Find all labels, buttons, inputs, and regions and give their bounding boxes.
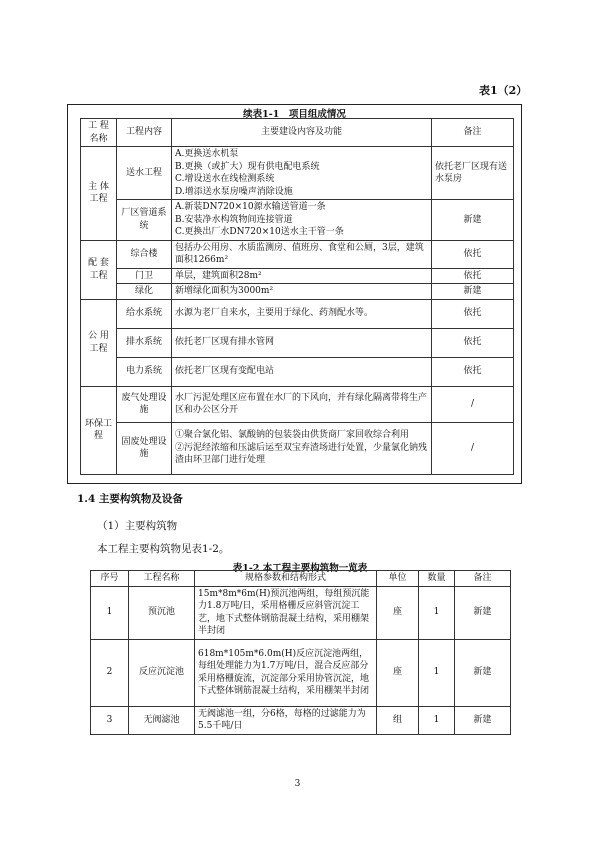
row-item: 绿化: [117, 284, 172, 300]
row-content: 包括办公用房、水质监测房、值班房、食堂和公厕，3层，建筑面积1266m²: [172, 240, 432, 268]
row-item: 排水系统: [117, 328, 172, 357]
header-function: 主要建设内容及功能: [172, 119, 432, 147]
content-line: C.增设送水在线检测系统: [175, 174, 275, 184]
row-item: 综合楼: [117, 240, 172, 268]
row-item: 固废处理设施: [117, 422, 172, 474]
row-note: 新建: [455, 706, 511, 734]
row-unit: 组: [377, 706, 419, 734]
content-line: C.更换出厂水DN720×10送水主干管一条: [175, 227, 344, 237]
row-qty: 1: [419, 706, 455, 734]
content-line: A.更换送水机泵: [175, 149, 239, 159]
intro-paragraph: 本工程主要构筑物见表1-2。: [97, 543, 230, 555]
row-unit: 座: [377, 586, 419, 639]
row-qty: 1: [419, 586, 455, 639]
row-item: 送水工程: [117, 147, 172, 200]
project-composition-table: [80, 118, 514, 475]
table2-caption: 表1-2 本工程主要构筑物一览表: [232, 563, 368, 574]
header-content: 工程内容: [117, 119, 172, 147]
row-note: 新建: [432, 200, 514, 241]
group-env: 环保工程: [81, 386, 117, 474]
structures-table: [90, 570, 511, 735]
section-heading: 1.4 主要构筑物及设备: [77, 493, 183, 505]
row-content: 新增绿化面积为3000m²: [172, 284, 432, 300]
row-content: [172, 147, 432, 200]
row-unit: 座: [377, 639, 419, 706]
group-aux: 配 套工程: [81, 240, 117, 299]
row-item: 门卫: [117, 268, 172, 284]
header-qty: 数量: [419, 571, 455, 587]
row-note: 依托: [432, 268, 514, 284]
header-no: 序号: [91, 571, 129, 587]
header-note: 备注: [455, 571, 511, 587]
row-note: 依托: [432, 328, 514, 357]
header-name: 工程名称: [129, 571, 195, 587]
row-content: 单层，建筑面积28m²: [172, 268, 432, 284]
row-content: 水源为老厂自来水，主要用于绿化、药剂配水等。: [172, 299, 432, 328]
row-content: [172, 200, 432, 241]
page-number: 3: [294, 779, 301, 789]
table-tag: 表1（2）: [479, 84, 528, 97]
row-item: 给水系统: [117, 299, 172, 328]
header-project-name: 工 程名称: [81, 119, 117, 147]
row-no: 1: [91, 586, 129, 639]
row-qty: 1: [419, 639, 455, 706]
content-line: ①聚合氯化铝、氯酸钠的包装袋由供货商厂家回收综合利用: [175, 430, 410, 441]
row-item: 电力系统: [117, 357, 172, 386]
row-content: [172, 422, 432, 474]
row-note: 新建: [432, 284, 514, 300]
row-note: /: [432, 386, 514, 422]
row-spec: 15m*8m*6m(H)预沉池两组，每组预沉能力1.8万吨/日，采用格栅反应斜管沉淀工艺，地下式整体钢筋混凝土结构，采用棚架半封闭: [195, 586, 377, 639]
row-content: 水厂污泥处理区应布置在水厂的下风向，并有绿化隔离带将生产区和办公区分开: [172, 386, 432, 422]
subheading: （1）主要构筑物: [97, 520, 178, 532]
group-main: 主 体工程: [81, 147, 117, 241]
content-line: B.安装净水构筑物间连接管道: [175, 214, 293, 225]
row-spec: 无阀滤池一组，分6格，每格的过滤能力为5.5千吨/日: [195, 706, 377, 734]
header-unit: 单位: [377, 571, 419, 587]
row-no: 3: [91, 706, 129, 734]
row-note: 依托: [432, 240, 514, 268]
row-name: 预沉池: [129, 586, 195, 639]
row-spec: 618m*105m*6.0m(H)反应沉淀池两组，每组处理能力为1.7万吨/日，混合反应部分采用格栅旋流，沉淀部分采用协管沉淀，地下式整体钢筋混凝土结构，采用棚架半封闭: [195, 639, 377, 706]
row-note: 新建: [455, 586, 511, 639]
row-note: /: [432, 422, 514, 474]
group-util: 公 用工程: [81, 299, 117, 386]
row-note: 依托: [432, 357, 514, 386]
row-content: 依托老厂区现有变配电站: [172, 357, 432, 386]
content-line: B.更换（或扩大）现有供电配电系统: [175, 161, 320, 172]
header-note: 备注: [432, 119, 514, 147]
content-line: ②污泥经浓缩和压滤后运至双宝弃渣场进行处置，少量氯化钠残渣由环卫部门进行处理: [175, 442, 428, 466]
header-spec: 规格参数和结构形式: [195, 571, 377, 587]
row-note: 依托老厂区现有送水泵房: [432, 147, 514, 200]
row-no: 2: [91, 639, 129, 706]
row-note: 依托: [432, 299, 514, 328]
row-name: 反应沉淀池: [129, 639, 195, 706]
table1-caption: 续表1-1 项目组成情况: [243, 109, 346, 120]
content-line: A.新装DN720×10源水输送管道一条: [175, 202, 326, 212]
row-item: 废气处理设施: [117, 386, 172, 422]
row-note: 新建: [455, 639, 511, 706]
row-name: 无阀滤池: [129, 706, 195, 734]
content-line: D.增添送水泵房噪声消除设施: [175, 186, 293, 197]
row-content: 依托老厂区现有排水管网: [172, 328, 432, 357]
row-item: 厂区管道系统: [117, 200, 172, 241]
